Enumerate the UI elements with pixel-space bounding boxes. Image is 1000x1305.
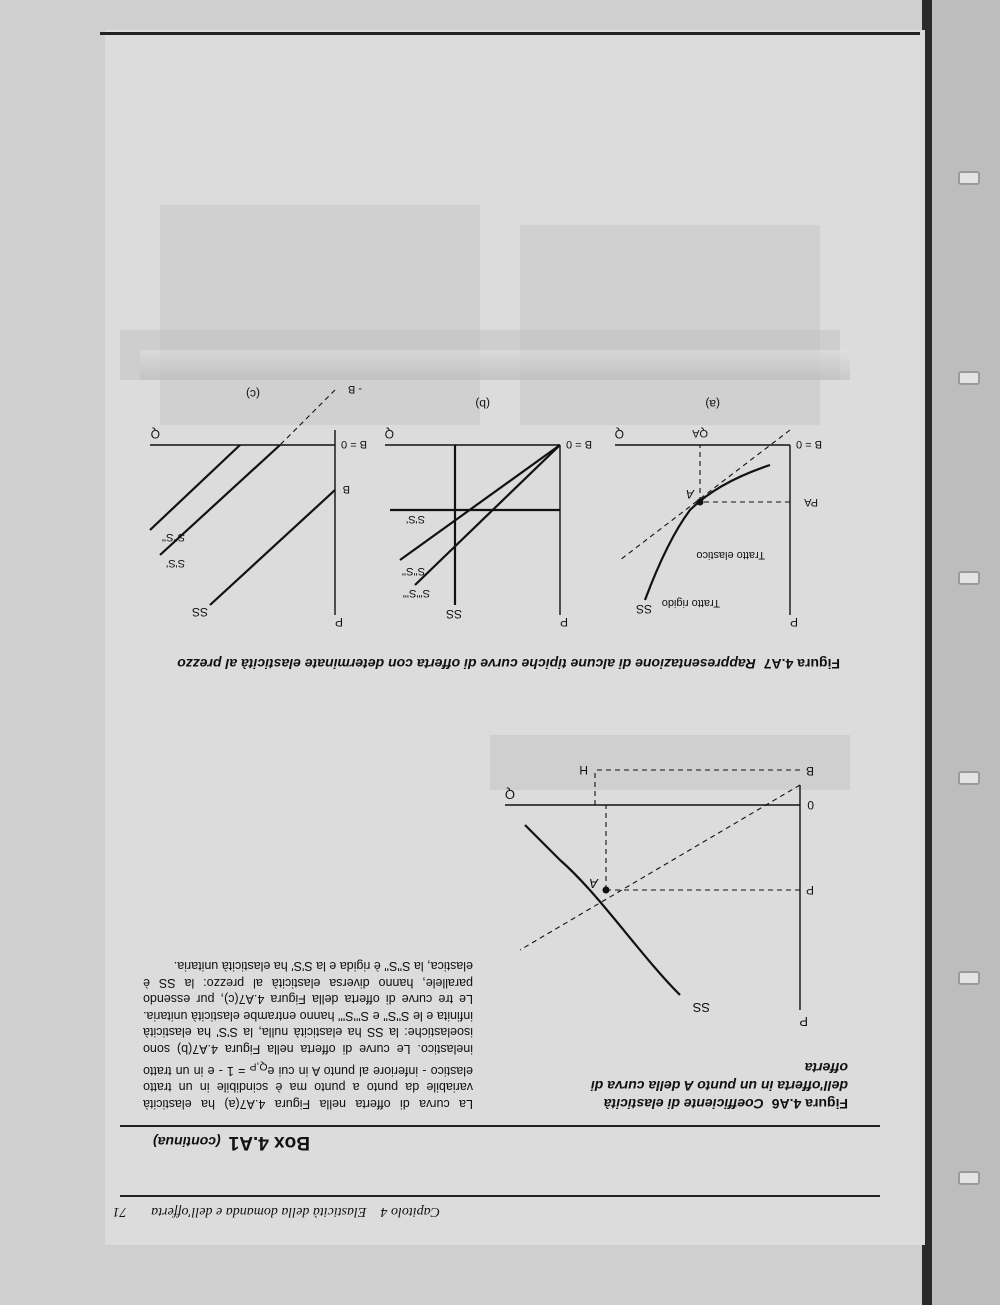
binder-hole bbox=[958, 171, 980, 185]
panel-a bbox=[615, 397, 822, 629]
panel-c bbox=[150, 383, 367, 629]
figure-a6-chart bbox=[490, 735, 850, 1045]
a6-p-label: P bbox=[799, 1014, 808, 1029]
chapter-title: Elasticità della domanda e dell'offerta bbox=[151, 1204, 367, 1219]
pc-s2-line bbox=[150, 445, 240, 530]
body-text-sub: Q,P bbox=[249, 1060, 268, 1072]
pa-q-label: Q bbox=[614, 427, 624, 441]
pb-tag: (b) bbox=[475, 397, 490, 411]
pc-q-label: Q bbox=[150, 427, 160, 441]
pc-b-label: B bbox=[342, 483, 350, 495]
pc-s1-extension bbox=[280, 390, 335, 445]
pa-supply-curve bbox=[645, 465, 770, 600]
a6-point-a bbox=[603, 887, 610, 894]
figure-a7-band bbox=[140, 350, 850, 380]
header-rule bbox=[120, 1195, 880, 1197]
figure-a7-caption bbox=[140, 655, 840, 673]
pc-origin-label: B = 0 bbox=[341, 438, 367, 450]
pa-rigid-label: Tratto rigido bbox=[661, 597, 720, 609]
a6-curve-label: SS bbox=[692, 1000, 710, 1015]
figure-a6-number: Figura 4.A6 bbox=[771, 1096, 848, 1112]
figure-a6-shade bbox=[490, 735, 850, 790]
chapter-label: Capitolo 4 bbox=[380, 1204, 440, 1219]
pb-q-label: Q bbox=[384, 427, 394, 441]
a6-point-label: A bbox=[589, 876, 598, 891]
box-title bbox=[153, 1131, 310, 1153]
a6-p-tick: P bbox=[805, 883, 814, 897]
pb-p-label: P bbox=[559, 615, 568, 629]
pa-tangent bbox=[620, 430, 790, 560]
body-text-2: = 1 - e in un tratto inelastico. Le curve di offerta nella Figura 4.A7(b) sono isoelastiche: la SS ha elasticità nulla, la S'S' ha elasticità infinita e le S''S'' e S'''S''' hanno entrambe elasticità unitaria. Le tre curve di offerta della Figura 4.A7(c), pur essendo parallele, hanno diversa elasticità al prezzo: la SS è elastica, la S''S'' è rigida e la S'S' ha elasticità unitaria. bbox=[143, 959, 473, 1078]
pc-neg-b-label: - B bbox=[347, 383, 362, 395]
pa-curve-label: SS bbox=[635, 602, 652, 616]
a6-origin-label: 0 bbox=[807, 798, 814, 812]
pb-s2-label: S''S'' bbox=[401, 565, 425, 577]
binder-hole bbox=[958, 571, 980, 585]
binder-hole bbox=[958, 971, 980, 985]
pb-s3-line bbox=[415, 445, 560, 585]
page-number: 71 bbox=[112, 1204, 127, 1219]
pa-point-label: A bbox=[685, 487, 694, 501]
pa-qa-tick: QA bbox=[692, 427, 708, 439]
pc-s1-label: S'S' bbox=[166, 557, 185, 569]
a6-supply-curve bbox=[525, 825, 680, 995]
binder-margin bbox=[930, 0, 1000, 1305]
pa-p-label: P bbox=[789, 615, 798, 629]
pc-ss-label: SS bbox=[191, 605, 208, 619]
box-rule bbox=[120, 1126, 880, 1128]
box-title-text: Box 4.A1 bbox=[228, 1132, 310, 1153]
pb-s3-label: S'''S''' bbox=[402, 587, 430, 599]
binder-hole bbox=[958, 771, 980, 785]
body-text-1: La curva di offerta nella Figura 4.A7(a) ha elasticità variabile da punto a punto ma è scindibile in un tratto elastico - inferiore al punto A in cui e bbox=[143, 1064, 473, 1111]
figure-a7-title: Rappresentazione di alcune tipiche curve di offerta con determinate elasticità al prezzo bbox=[177, 656, 756, 672]
figure-a6-title: Coefficiente di elasticità dell'offerta in un punto A della curva di offerta bbox=[590, 1060, 848, 1112]
pc-p-label: P bbox=[334, 615, 343, 629]
page-edge bbox=[100, 32, 920, 35]
box-continued: (continua) bbox=[153, 1134, 221, 1150]
a6-h-tick: H bbox=[579, 763, 588, 777]
panel-b bbox=[385, 397, 592, 629]
a6-q-label: Q bbox=[504, 787, 515, 802]
pa-point-a bbox=[697, 499, 704, 506]
pb-ss-label: SS bbox=[445, 607, 462, 621]
binder-hole bbox=[958, 371, 980, 385]
pb-s2-line bbox=[400, 445, 560, 560]
pa-elastic-label: Tratto elastico bbox=[696, 549, 765, 561]
a6-tangent bbox=[520, 785, 800, 950]
binder-hole bbox=[958, 1171, 980, 1185]
pa-tag: (a) bbox=[705, 397, 720, 411]
pa-origin-label: B = 0 bbox=[796, 438, 822, 450]
running-header bbox=[113, 1203, 440, 1219]
body-paragraph bbox=[143, 958, 473, 1112]
pc-tag: (c) bbox=[246, 387, 260, 401]
pa-pa-tick: PA bbox=[804, 496, 818, 508]
pc-ss-line bbox=[210, 490, 335, 605]
pb-origin-label: B = 0 bbox=[566, 438, 592, 450]
pc-s2-label: S''S'' bbox=[161, 531, 185, 543]
figure-a7-number: Figura 4.A7 bbox=[763, 656, 840, 672]
a6-b-tick: B bbox=[805, 764, 814, 778]
pb-s1-label: S'S' bbox=[406, 513, 425, 525]
figure-a6-caption bbox=[558, 1059, 848, 1113]
